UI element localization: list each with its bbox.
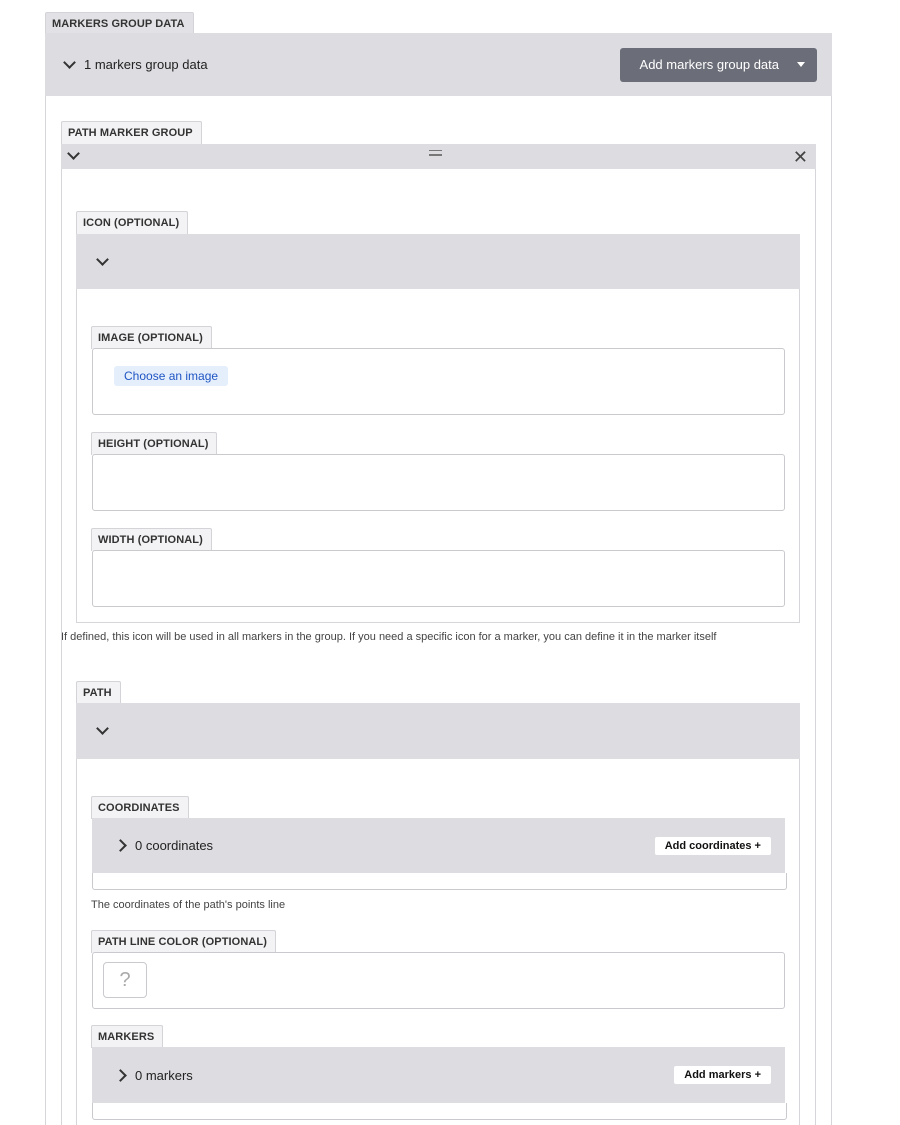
width-field-label: WIDTH (OPTIONAL) [91, 528, 212, 551]
drag-handle-icon[interactable] [429, 150, 442, 156]
markers-group-toggle[interactable] [65, 57, 208, 72]
add-markers-group-label: Add markers group data [639, 57, 779, 72]
image-field-label: IMAGE (OPTIONAL) [91, 326, 212, 349]
coordinates-count: 0 coordinates [135, 838, 214, 853]
chevron-down-icon[interactable] [96, 253, 109, 266]
markers-group-header [45, 33, 832, 96]
chevron-right-icon [114, 1069, 127, 1082]
path-marker-group-header [61, 144, 816, 169]
coordinates-help-text: The coordinates of the path's points line [91, 899, 286, 911]
add-markers-group-button[interactable] [620, 48, 817, 82]
markers-header [92, 1047, 785, 1103]
choose-image-button[interactable]: Choose an image [114, 366, 228, 386]
chevron-down-icon[interactable] [67, 147, 80, 160]
add-coordinates-button[interactable]: Add coordinates + [655, 837, 771, 855]
path-section-label: PATH [76, 681, 121, 704]
markers-toggle[interactable] [116, 1068, 193, 1083]
markers-panel [92, 1103, 787, 1120]
close-icon[interactable]: ✕ [792, 146, 808, 167]
coordinates-label: COORDINATES [91, 796, 189, 819]
markers-count: 0 markers [135, 1067, 193, 1083]
path-line-color-field [92, 952, 785, 1009]
icon-section-label: ICON (OPTIONAL) [76, 211, 188, 234]
icon-help-text: If defined, this icon will be used in all markers in the group. If you need a specific icon for a marker, you can define it in the marker itself [61, 631, 717, 643]
path-line-color-label: PATH LINE COLOR (OPTIONAL) [91, 930, 276, 953]
color-picker-swatch[interactable]: ? [103, 962, 147, 998]
markers-group-label: MARKERS GROUP DATA [45, 12, 194, 35]
icon-section-header[interactable] [76, 234, 800, 289]
height-field-label: HEIGHT (OPTIONAL) [91, 432, 217, 455]
image-field [92, 348, 785, 415]
width-input[interactable] [92, 550, 785, 607]
coordinates-panel [92, 873, 787, 890]
coordinates-toggle[interactable] [116, 838, 213, 853]
path-section-header[interactable] [76, 703, 800, 759]
coordinates-header [92, 818, 785, 873]
markers-label: MARKERS [91, 1025, 163, 1048]
chevron-right-icon [114, 839, 127, 852]
caret-down-icon [797, 62, 805, 67]
chevron-down-icon [63, 56, 76, 69]
chevron-down-icon[interactable] [96, 722, 109, 735]
add-markers-button[interactable]: Add markers + [674, 1066, 771, 1084]
path-marker-group-label: PATH MARKER GROUP [61, 121, 202, 144]
markers-group-count: 1 markers group data [84, 57, 208, 72]
height-input[interactable] [92, 454, 785, 511]
